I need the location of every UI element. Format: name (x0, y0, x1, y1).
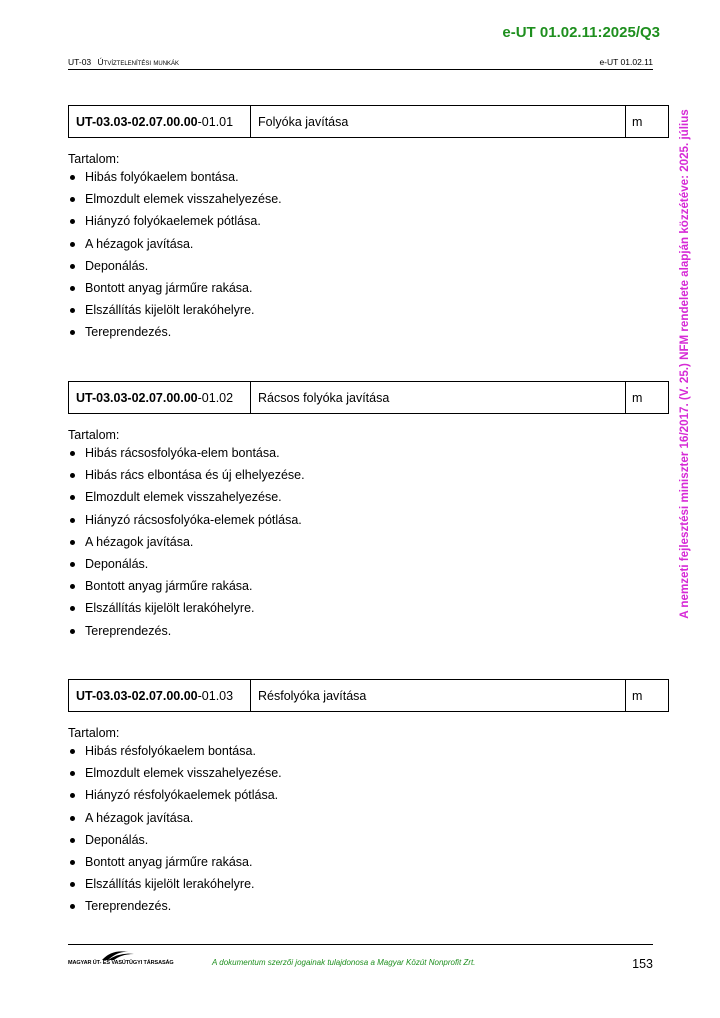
list-item: Hibás folyókaelem bontása. (68, 166, 669, 188)
work-item-title: Folyóka javítása (251, 106, 626, 137)
content-list (68, 740, 669, 918)
content-label: Tartalom: (68, 726, 120, 740)
doc-reference: e-UT 01.02.11 (599, 57, 653, 67)
work-item-title: Rácsos folyóka javítása (251, 382, 626, 413)
copyright-notice: A dokumentum szerzői jogainak tulajdonosa a Magyar Közút Nonprofit Zrt. (212, 958, 476, 967)
list-item: Deponálás. (68, 829, 669, 851)
content-label: Tartalom: (68, 152, 120, 166)
list-item: Hiányzó folyókaelemek pótlása. (68, 210, 669, 232)
work-item-unit: m (632, 390, 643, 405)
list-item: Hiányzó résfolyókaelemek pótlása. (68, 784, 669, 806)
work-item-code (69, 382, 251, 413)
work-item-section (68, 679, 669, 918)
page-number: 153 (632, 957, 653, 971)
work-item-code (69, 680, 251, 711)
work-item-code-main: UT-03.03-02.07.00.00 (76, 114, 198, 129)
chapter-title: Útvíztelenítési munkák (97, 57, 180, 67)
list-item: Tereprendezés. (68, 895, 669, 917)
work-item-code-main: UT-03.03-02.07.00.00 (76, 688, 198, 703)
work-item-section (68, 381, 669, 642)
list-item: Bontott anyag járműre rakása. (68, 851, 669, 873)
running-header (68, 57, 653, 70)
list-item: Hibás résfolyókaelem bontása. (68, 740, 669, 762)
chapter-heading (68, 57, 179, 67)
work-item-code-suffix: -01.03 (197, 688, 234, 703)
list-item: Elmozdult elemek visszahelyezése. (68, 188, 669, 210)
society-logo (68, 948, 174, 970)
list-item: A hézagok javítása. (68, 807, 669, 829)
footer-divider (68, 944, 653, 945)
list-item: Deponálás. (68, 255, 669, 277)
work-item-code (69, 106, 251, 137)
list-item: Hibás rács elbontása és új elhelyezése. (68, 464, 669, 486)
work-item-code-suffix: -01.01 (197, 114, 234, 129)
work-item-header-table (68, 679, 669, 712)
work-item-unit: m (632, 688, 643, 703)
chapter-prefix: UT-03 (68, 57, 92, 67)
list-item: Elmozdult elemek visszahelyezése. (68, 486, 669, 508)
document-code: e-UT 01.02.11:2025/Q3 (502, 24, 660, 41)
list-item: Tereprendezés. (68, 321, 669, 343)
work-item-code-main: UT-03.03-02.07.00.00 (76, 390, 198, 405)
work-item-code-suffix: -01.02 (197, 390, 234, 405)
list-item: A hézagok javítása. (68, 233, 669, 255)
society-name: MAGYAR ÚT- ÉS VASÚTÜGYI TÁRSASÁG (68, 960, 174, 966)
list-item: Tereprendezés. (68, 620, 669, 642)
list-item: Elszállítás kijelölt lerakóhelyre. (68, 597, 669, 619)
list-item: A hézagok javítása. (68, 531, 669, 553)
work-item-unit: m (632, 114, 643, 129)
list-item: Deponálás. (68, 553, 669, 575)
list-item: Hibás rácsosfolyóka-elem bontása. (68, 442, 669, 464)
work-item-section (68, 105, 669, 344)
list-item: Hiányzó rácsosfolyóka-elemek pótlása. (68, 509, 669, 531)
list-item: Bontott anyag járműre rakása. (68, 575, 669, 597)
publication-note-sidebar (676, 97, 694, 631)
work-item-header-table (68, 381, 669, 414)
list-item: Bontott anyag járműre rakása. (68, 277, 669, 299)
work-item-header-table (68, 105, 669, 138)
publication-note: A nemzeti fejlesztési miniszter 16/2017. (V. 25.) NFM rendelete alapján közzétéve: 2025. július (678, 109, 691, 619)
list-item: Elszállítás kijelölt lerakóhelyre. (68, 299, 669, 321)
content-list (68, 166, 669, 344)
content-label: Tartalom: (68, 428, 120, 442)
list-item: Elmozdult elemek visszahelyezése. (68, 762, 669, 784)
list-item: Elszállítás kijelölt lerakóhelyre. (68, 873, 669, 895)
work-item-title: Résfolyóka javítása (251, 680, 626, 711)
content-list (68, 442, 669, 642)
